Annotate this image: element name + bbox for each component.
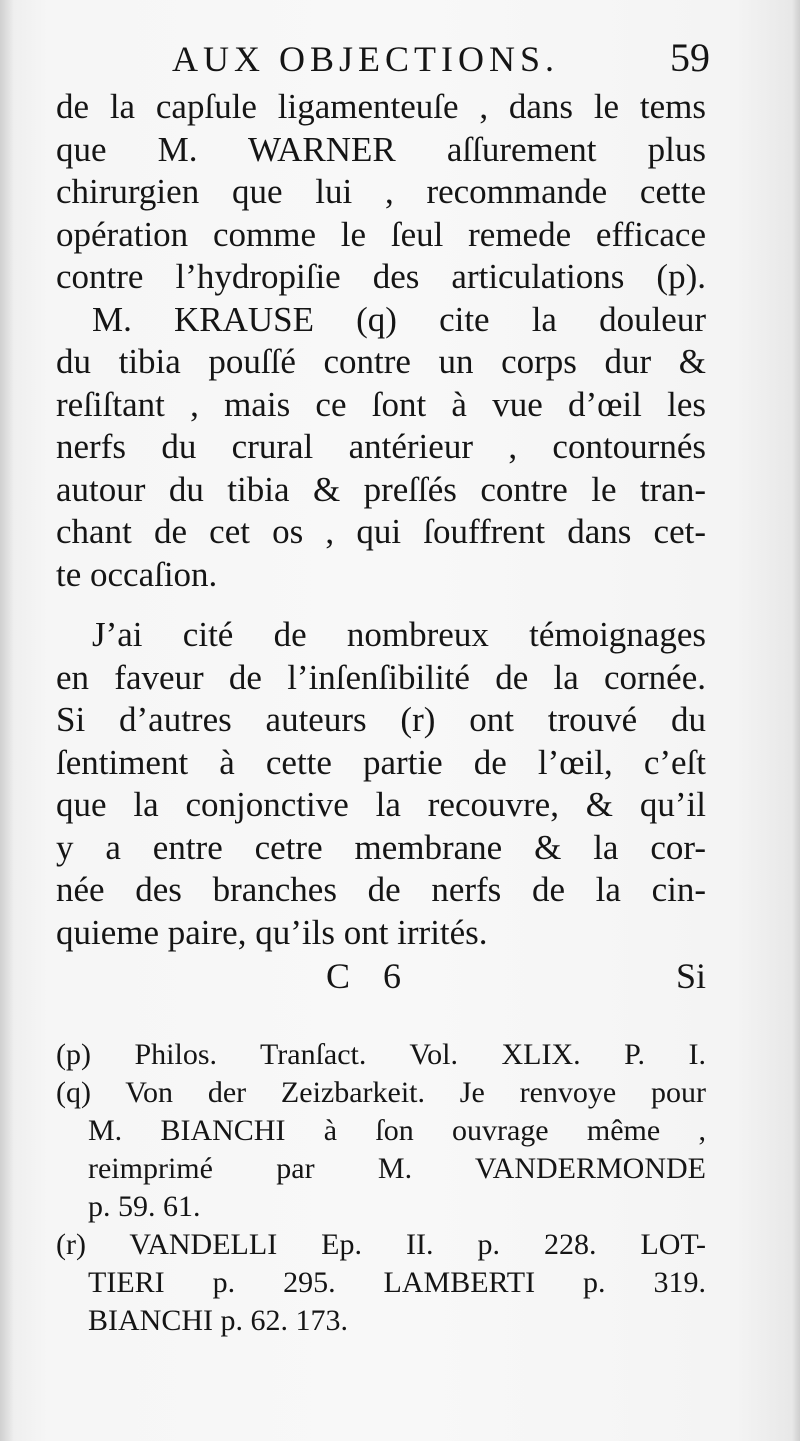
paragraph-gap <box>56 596 706 614</box>
text-line: que M. WARNER aſſurement plus <box>56 129 706 169</box>
text-line: J’ai cité de nombreux témoignages <box>92 615 706 654</box>
text-line: nerfs du crural antérieur , contournés <box>56 427 706 466</box>
page-edge <box>792 0 800 1441</box>
text-line: chant de cet os , qui ſouffrent dans cet- <box>56 512 706 551</box>
signature-mark: C 6 <box>326 956 414 996</box>
footnote-line: (q) Von der Zeizbarkeit. Je renvoye pour <box>56 1076 706 1109</box>
text-line: quieme paire, qu’ils ont irrités. <box>56 912 488 952</box>
footnote-line: reimprimé par M. VANDERMONDE <box>88 1152 706 1185</box>
signature-line <box>56 955 706 1005</box>
running-head <box>60 30 710 90</box>
footnote-line: M. BIANCHI à ſon ouvrage même , <box>88 1114 706 1147</box>
text-line: te occaſion. <box>56 554 218 594</box>
text-line: née des branches de nerfs de la cin- <box>56 870 706 909</box>
text-line: chirurgien que lui , recommande cette <box>56 172 706 211</box>
page-number: 59 <box>670 35 710 80</box>
text-line: en faveur de l’inſenſibilité de la cornée. <box>56 657 706 697</box>
text-line: opération comme le ſeul remede efficace <box>56 214 706 254</box>
text-line: contre l’hydropiſie des articulations (p). <box>56 257 706 296</box>
running-title: AUX OBJECTIONS. <box>172 39 560 79</box>
text-line: de la capſule ligamenteuſe , dans le tems <box>56 87 706 126</box>
body-text <box>56 86 706 954</box>
text-line: Si d’autres auteurs (r) ont trouvé du <box>56 700 706 739</box>
footnote-line: TIERI p. 295. LAMBERTI p. 319. <box>88 1266 706 1299</box>
text-line: reſiſtant , mais ce ſont à vue d’œil les <box>56 384 706 424</box>
footnotes <box>56 1036 706 1340</box>
footnote-line: p. 59. 61. <box>88 1190 201 1223</box>
gutter-shadow <box>0 0 14 1441</box>
footnote-line: BIANCHI p. 62. 173. <box>88 1304 348 1337</box>
text-line: autour du tibia & preſſés contre le tran- <box>56 469 706 509</box>
text-line: ſentiment à cette partie de l’œil, c’eſt <box>56 742 706 782</box>
catchword: Si <box>675 956 706 996</box>
footnote-line: (r) VANDELLI Ep. II. p. 228. LOT- <box>56 1228 706 1261</box>
footnote-line: (p) Philos. Tranſact. Vol. XLIX. P. I. <box>56 1038 706 1071</box>
text-line: du tibia pouſſé contre un corps dur & <box>56 342 706 381</box>
text-line: que la conjonctive la recouvre, & qu’il <box>56 785 706 824</box>
text-line: M. KRAUSE (q) cite la douleur <box>92 299 706 339</box>
text-line: y a entre cetre membrane & la cor- <box>56 827 706 867</box>
